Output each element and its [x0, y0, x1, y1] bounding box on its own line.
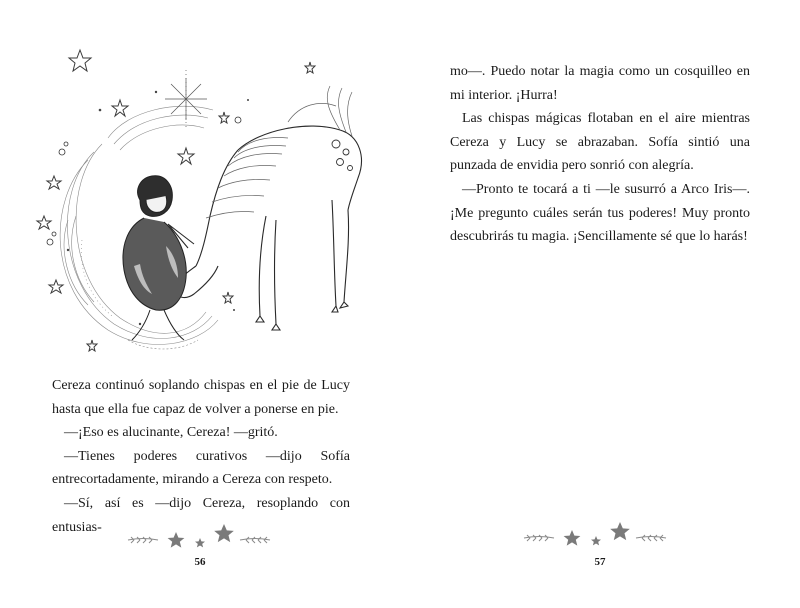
page-number: 56	[194, 556, 206, 568]
unicorn-illustration	[28, 40, 368, 360]
paragraph: —Sí, así es —dijo Cereza, resoplando con entusias-	[52, 495, 350, 535]
paragraph: Las chispas mágicas flotaban en el aire mientras Cereza y Lucy se abrazaban. Sofía sintió una punzada de envidia pero sonrió con alegría.	[450, 111, 750, 174]
page-number: 57	[594, 556, 606, 568]
right-page	[400, 0, 800, 608]
paragraph: —Pronto te tocará a ti —le susurró a Arco Iris—. ¡Me pregunto cuáles serán tus poderes! Muy pronto descubrirás tu magia. ¡Sencillamente sé que lo harás!	[450, 181, 750, 245]
paragraph: —Tienes poderes curativos —dijo Sofía entrecortadamente, mirando a Cereza con respeto.	[52, 448, 350, 488]
star-ornament	[520, 518, 670, 548]
star-ornament	[124, 520, 274, 550]
paragraph: —¡Eso es alucinante, Cereza! —gritó.	[64, 425, 278, 441]
paragraph: mo—. Puedo notar la magia como un cosquilleo en mi interior. ¡Hurra!	[450, 64, 750, 103]
left-page-text	[52, 374, 350, 539]
right-page-text	[450, 60, 750, 249]
paragraph: Cereza continuó soplando chispas en el pie de Lucy hasta que ella fue capaz de volver a ponerse en pie.	[52, 378, 350, 417]
